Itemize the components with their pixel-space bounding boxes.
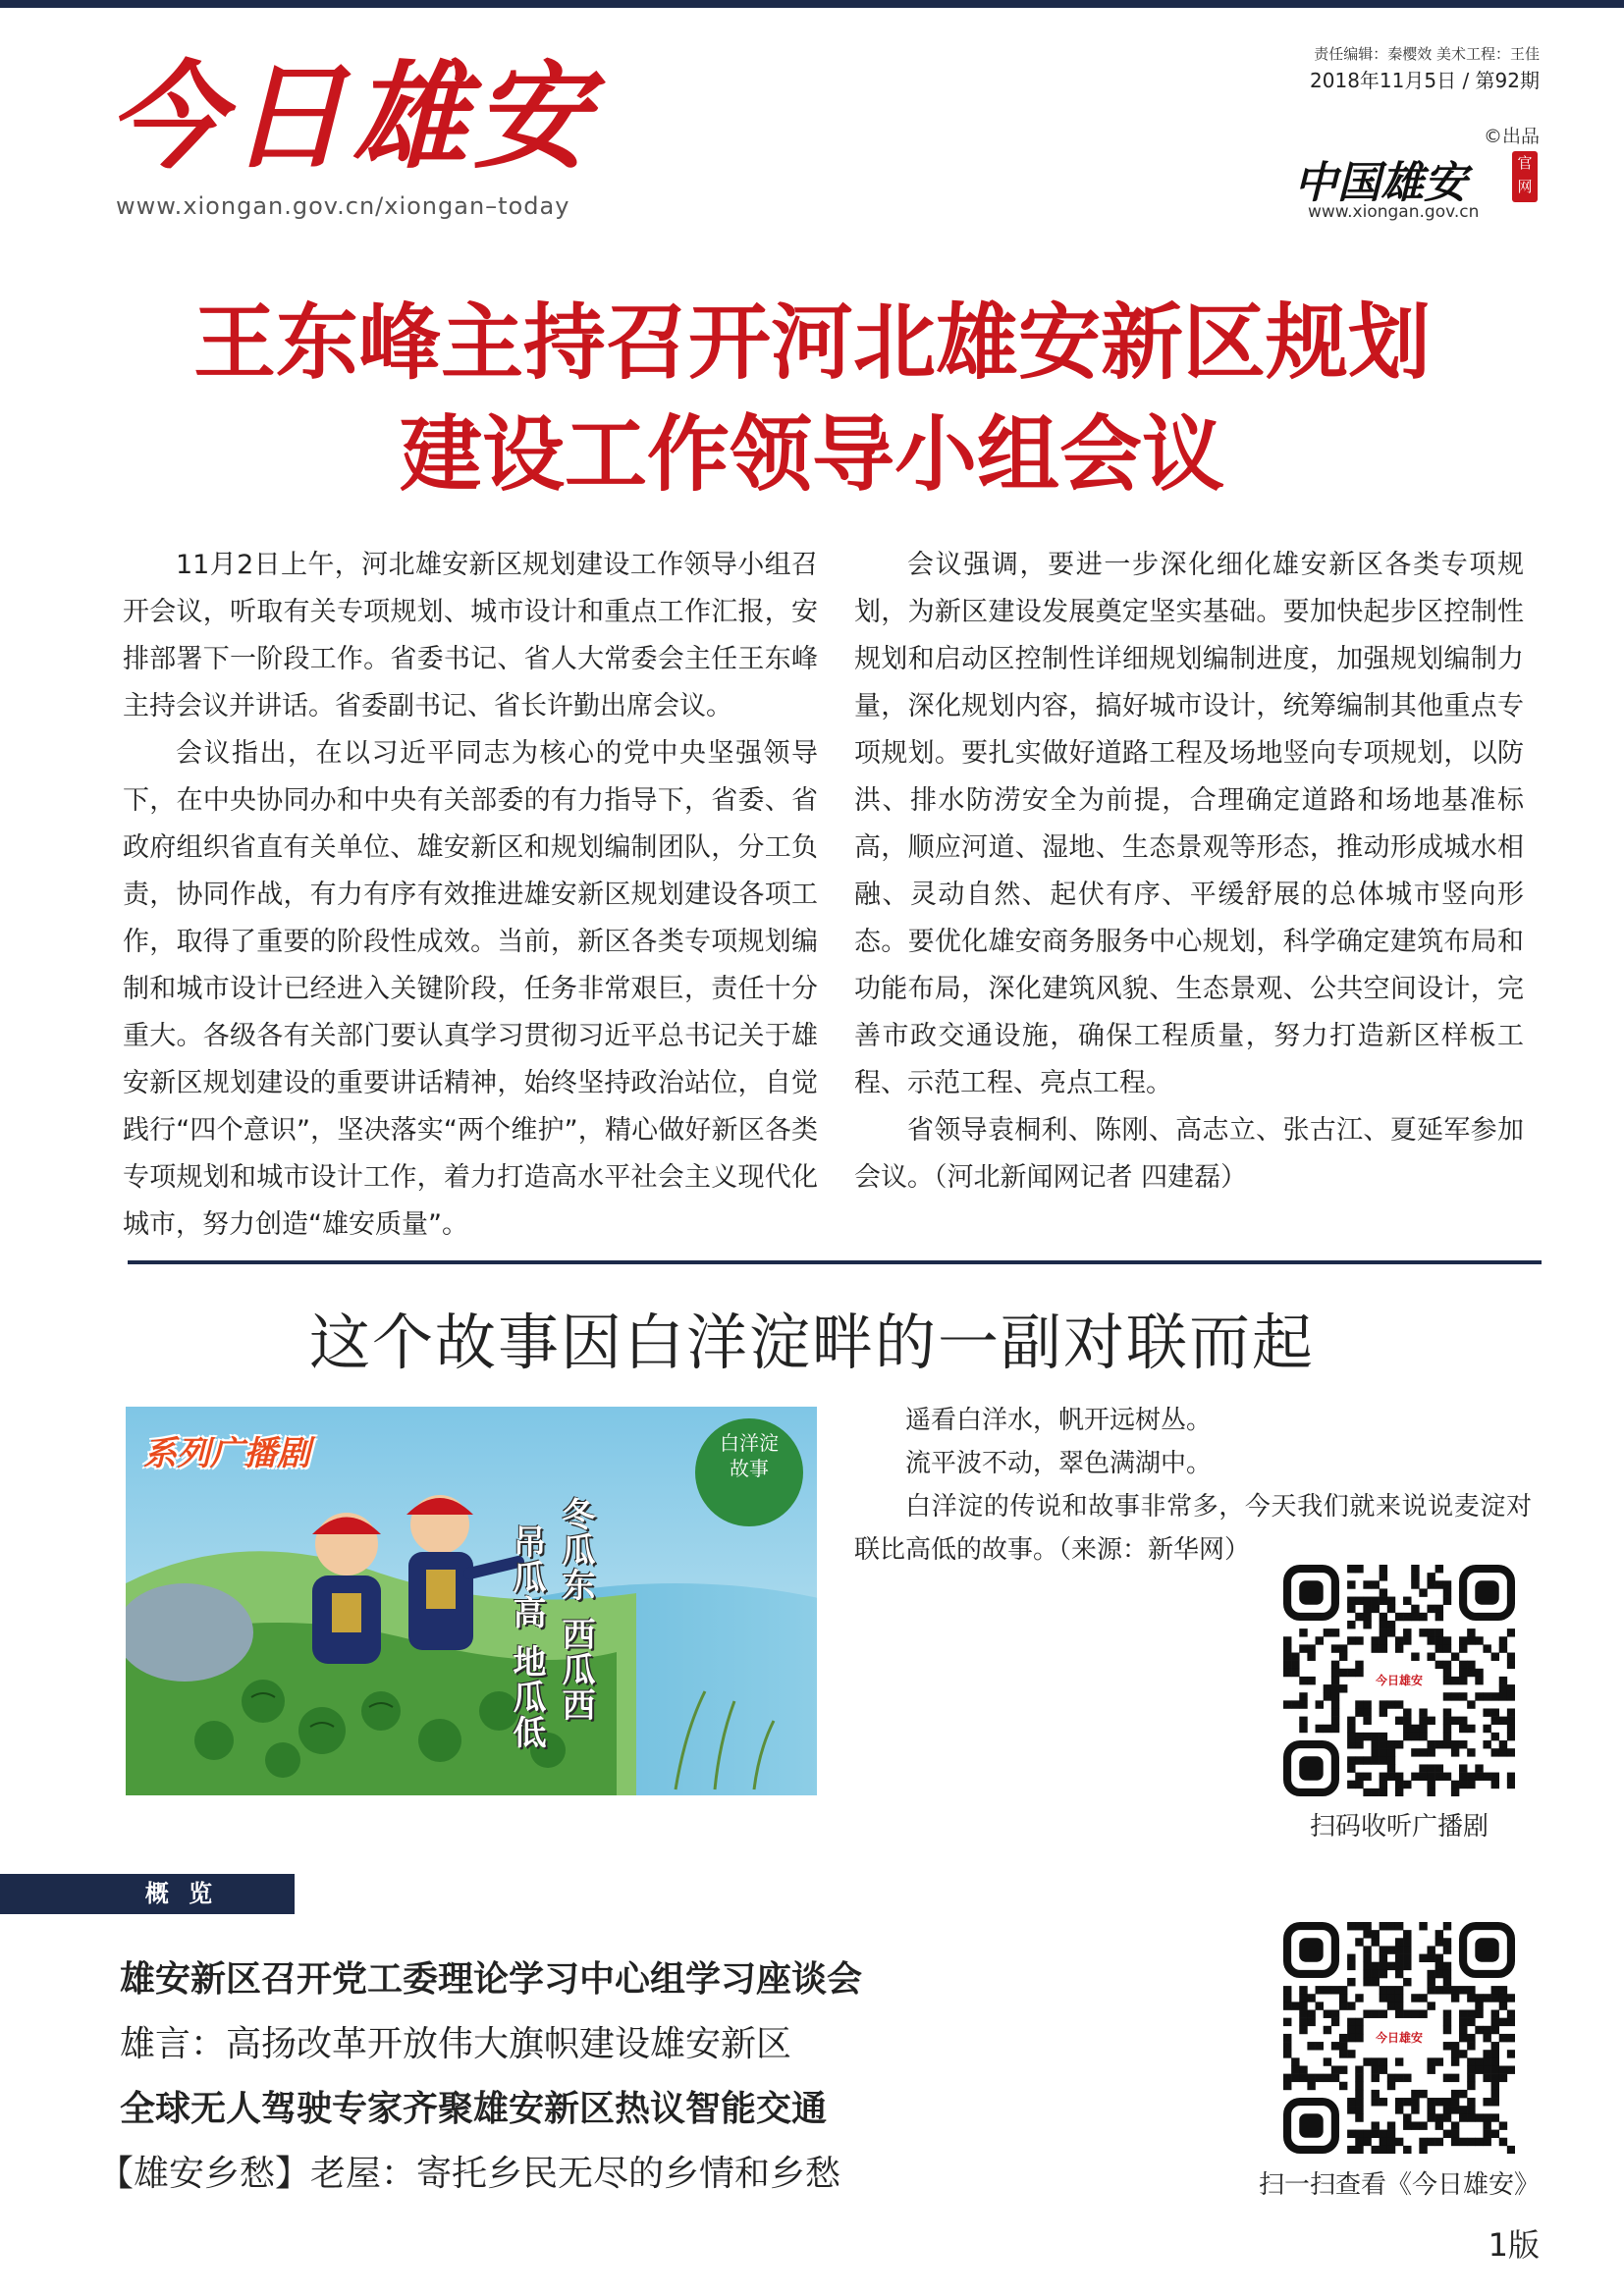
qr-caption-today: 扫一扫查看《今日雄安》 — [1258, 2170, 1540, 2200]
qr-code-today-xiongan[interactable] — [1283, 1922, 1515, 2154]
couplet-left: 吊瓜高 地瓜低 — [507, 1524, 546, 1750]
article-paragraph: 省领导袁桐利、陈刚、高志立、张古江、夏延军参加会议。（河北新闻网记者 四建磊） — [854, 1115, 1524, 1193]
overview-underline — [0, 1912, 295, 1914]
headline — [0, 287, 1624, 510]
page-number: 1版 — [1488, 2226, 1540, 2264]
qr-code-radio-drama[interactable] — [1283, 1565, 1515, 1796]
overview-item[interactable]: 全球无人驾驶专家齐聚雄安新区热议智能交通 — [120, 2089, 828, 2129]
publisher-seal: 官网 — [1512, 151, 1538, 202]
masthead-logo: 今日雄安 — [108, 48, 596, 185]
issue-meta — [1310, 43, 1540, 95]
publisher-url[interactable]: www.xiongan.gov.cn — [1308, 202, 1480, 222]
story-text — [854, 1399, 1532, 1572]
story-paragraph: 白洋淀的传说和故事非常多，今天我们就来说说麦淀对联比高低的故事。（来源：新华网） — [854, 1492, 1532, 1565]
overview-tab: 概 览 — [0, 1874, 295, 1913]
overview-item[interactable]: 雄安新区召开党工委理论学习中心组学习座谈会 — [120, 1959, 863, 2000]
illustration-series-label: 系列广播剧 — [143, 1434, 310, 1473]
editors-credit: 责任编辑：秦樱效 美术工程：王佳 — [1314, 45, 1540, 63]
article-column-left — [123, 542, 818, 1249]
qr-center-logo: 今日雄安 — [1364, 2022, 1435, 2054]
issue-date: 2018年11月5日 / 第92期 — [1310, 68, 1540, 92]
story-illustration[interactable] — [126, 1407, 817, 1795]
overview-item[interactable]: 【雄安乡愁】老屋：寄托乡民无尽的乡情和乡愁 — [98, 2154, 841, 2194]
qr-center-logo: 今日雄安 — [1364, 1665, 1435, 1696]
publisher-credit: ©出品 — [1483, 126, 1540, 147]
badge-line-2: 故事 — [730, 1457, 769, 1480]
article-paragraph: 会议指出，在以习近平同志为核心的党中央坚强领导下，在中央协同办和中央有关部委的有力指导下，省委、省政府组织省直有关单位、雄安新区和规划编制团队，分工负责，协同作战，有力有序有效推进雄安新区规划建设各项工作，取得了重要的阶段性成效。当前，新区各类专项规划编制和城市设计已经进入关键阶段，任务非常艰巨，责任十分重大。各级各有关部门要认真学习贯彻习近平总书记关于雄安新区规划建设的重要讲话精神，始终坚持政治站位，自觉践行“四个意识”，坚决落实“两个维护”，精心做好新区各类专项规划和城市设计工作，着力打造高水平社会主义现代化城市，努力创造“雄安质量”。 — [123, 738, 818, 1240]
story-title: 这个故事因白洋淀畔的一副对联而起 — [308, 1307, 1315, 1378]
story-paragraph: 遥看白洋水，帆开远树丛。 — [905, 1406, 1213, 1435]
top-bar — [0, 0, 1624, 8]
article-column-right — [854, 542, 1524, 1201]
overview-item[interactable]: 雄言：高扬改革开放伟大旗帜建设雄安新区 — [120, 2024, 792, 2064]
article-paragraph: 11月2日上午，河北雄安新区规划建设工作领导小组召开会议，听取有关专项规划、城市设计和重点工作汇报，安排部署下一阶段工作。省委书记、省人大常委会主任王东峰主持会议并讲话。省委副书记、省长许勤出席会议。 — [123, 550, 818, 721]
masthead-url[interactable]: www.xiongan.gov.cn/xiongan–today — [116, 192, 570, 220]
couplet-right: 冬瓜东 西瓜西 — [556, 1497, 595, 1723]
qr-caption-radio: 扫码收听广播剧 — [1309, 1812, 1489, 1842]
illustration-badge — [695, 1418, 803, 1526]
headline-line-1: 王东峰主持召开河北雄安新区规划 — [192, 294, 1431, 391]
story-paragraph: 流平波不动，翠色满湖中。 — [905, 1449, 1213, 1478]
badge-line-1: 白洋淀 — [720, 1431, 779, 1455]
article-paragraph: 会议强调，要进一步深化细化雄安新区各类专项规划，为新区建设发展奠定坚实基础。要加快起步区控制性规划和启动区控制性详细规划编制进度，加强规划编制力量，深化规划内容，搞好城市设计，统筹编制其他重点专项规划。要扎实做好道路工程及场地竖向专项规划，以防洪、排水防涝安全为前提，合理确定道路和场地基准标高，顺应河道、湿地、生态景观等形态，推动形成城水相融、灵动自然、起伏有序、平缓舒展的总体城市竖向形态。要优化雄安商务服务中心规划，科学确定建筑布局和功能布局，深化建筑风貌、生态景观、公共空间设计，完善市政交通设施，确保工程质量，努力打造新区样板工程、示范工程、亮点工程。 — [854, 550, 1524, 1098]
publisher-block — [1294, 118, 1540, 226]
headline-line-2: 建设工作领导小组会议 — [399, 405, 1224, 503]
publisher-logo: 中国雄安 — [1294, 158, 1467, 208]
section-divider — [128, 1260, 1542, 1264]
